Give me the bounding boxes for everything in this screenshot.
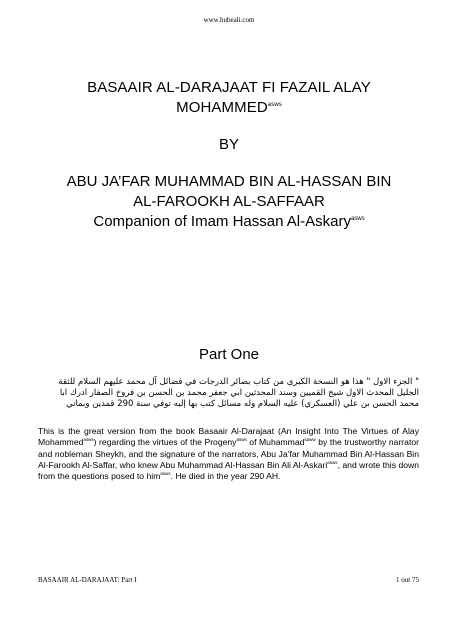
by-label: BY [218, 136, 239, 153]
title-line-1: BASAAIR AL-DARAJAAT FI FAZAIL ALAY [87, 79, 371, 96]
author-line-3-text: Companion of Imam Hassan Al-Askary [93, 213, 351, 230]
author-block [40, 172, 418, 232]
title-line-2 [40, 98, 418, 118]
header-url: www.hubeali.com [203, 16, 255, 24]
body-segment-4: by the trustworthy narrator and nobleman Sheykh, and the signature of the narrators, Abu Ja’far Muhammad Bin Al-Hassan Bin Al-Farookh Al-Saffar, who knew Abu Muhammad Al-Hassan Bin Ali Al-Askari [38, 437, 419, 470]
body-honorific-3: saww [304, 437, 316, 443]
author-line-1: ABU JA’FAR MUHAMMAD BIN AL-HASSAN BIN [66, 173, 392, 190]
body-honorific-5: asws [160, 471, 171, 477]
part-heading: Part One [198, 346, 260, 363]
author-line-2: AL-FAROOKH AL-SAFFAAR [133, 193, 325, 210]
author-line-3 [40, 212, 418, 232]
body-honorific-1: asws [83, 437, 94, 443]
arabic-paragraph: " الجزء الاول " هذا هو النسخة الكبرى من كتاب بصائر الدرجات في فضائل آل محمد عليهم السلام للثقة الجليل المحدث الاول شيخ القميين وسند المحدثين ابي جعفر محمد بن الحسن بن فروخ الصفار ادرك ابا محمد الحسن بن علي (العسكري) عليه السلام وله مسائل كتب بها إليه توفي سنة 290 قمدين وبماني [58, 377, 419, 409]
footer-title: BASAAIR AL-DARAJAAT: Part I [38, 576, 137, 584]
body-segment-2: ) regarding the virtues of the Progeny [93, 437, 237, 448]
body-segment-6: . He died in the year 290 AH. [170, 471, 281, 482]
body-honorific-4: asws [327, 460, 338, 466]
body-segment-1: This is the great version from the book Basaair Al-Darajaat (An Insight Into The Virtues of Alay Mohammed [38, 426, 419, 448]
author-honorific: asws [350, 216, 365, 222]
english-paragraph [38, 426, 419, 482]
body-segment-3: of Muhammad [246, 437, 305, 448]
title-honorific: asws [267, 102, 282, 108]
page-number: 1 out 75 [396, 576, 419, 584]
page-footer [38, 576, 419, 584]
title-line-2-text: MOHAMMED [176, 99, 268, 116]
body-honorific-2: asws [236, 437, 247, 443]
book-title [40, 78, 418, 118]
body-segment-5: , and wrote this down from the questions posed to him [38, 459, 419, 482]
